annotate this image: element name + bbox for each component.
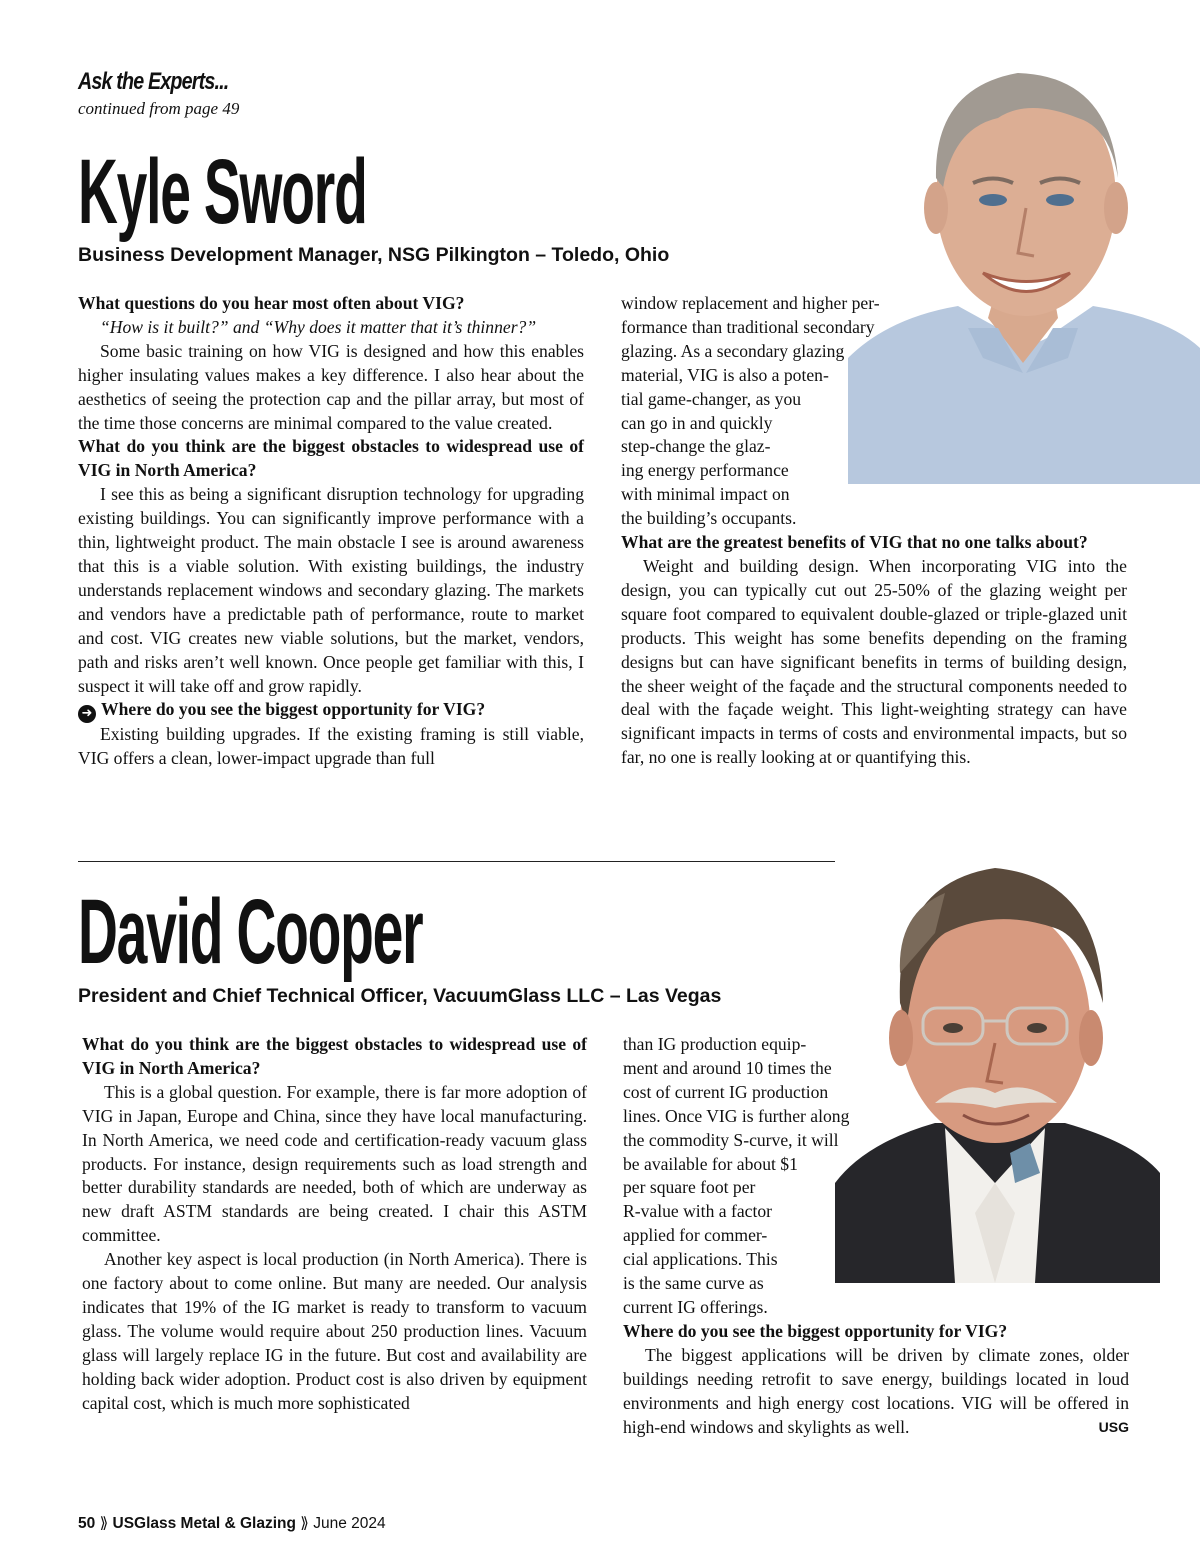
footer-separator: ⟫ [300, 1515, 309, 1532]
wrap-line: lines. Once VIG is further along [623, 1105, 850, 1126]
wrap-line: applied for commer- [623, 1225, 768, 1246]
column-cooper-left [82, 1033, 587, 1416]
wrap-line: ing energy performance [621, 460, 789, 481]
section-kicker: Ask the Experts... [78, 68, 229, 95]
wrap-line: than IG production equip- [623, 1034, 807, 1054]
wrap-line: can go in and quickly [621, 412, 773, 433]
page-number: 50 [78, 1515, 96, 1532]
wrap-line: cost of current IG production [623, 1081, 829, 1102]
magazine-name: USGlass Metal & Glazing [112, 1515, 296, 1532]
question: What do you think are the biggest obstacles to widespread use of VIG in North America? [78, 436, 584, 481]
answer: Existing building upgrades. If the existing framing is still viable, VIG offers a clean, lower-impact upgrade than full [78, 724, 584, 769]
answer: Some basic training on how VIG is designed and how this enables higher insulating values makes a key difference. I also hear about the aesthetics of seeing the protection cap and the pillar array, but most of the time those concerns are minimal compared to the value created. [78, 340, 584, 433]
question: What questions do you hear most often about VIG? [78, 293, 465, 313]
question [78, 698, 584, 723]
expert-name-cooper: David Cooper [78, 881, 423, 983]
continued-note: continued from page 49 [78, 99, 240, 118]
wrap-line: ment and around 10 times the [623, 1057, 832, 1078]
question: What do you think are the biggest obstacles to widespread use of VIG in North America? [82, 1034, 587, 1078]
question: Where do you see the biggest opportunity for VIG? [623, 1320, 1008, 1341]
wrap-line: current IG offerings. [623, 1296, 768, 1317]
wrap-line: tial game-changer, as you [621, 388, 802, 409]
column-cooper-right [623, 1033, 1129, 1439]
wrap-line: formance than traditional secondary [621, 316, 875, 337]
column-sword-right [621, 292, 1127, 770]
arrow-right-icon: ➜ [78, 705, 96, 723]
wrap-line: the building’s occupants. [621, 508, 797, 529]
wrap-line: with minimal impact on [621, 484, 790, 505]
column-sword-left [78, 292, 584, 771]
answer: I see this as being a significant disruption technology for upgrading existing buildings. You can significantly improve performance with a thin, lightweight product. The main obstacle I see is around awareness that this is a viable solution. With existing buildings, the industry understands replacement windows and secondary glazing. The markets and vendors have a predictable path of performance, route to market and cost. VIG creates new viable solutions, but the market, vendors, path and risks aren’t well known. Once people get familiar with this, I suspect it will take off and grow rapidly. [78, 484, 584, 696]
page-footer [78, 1514, 386, 1533]
expert-role-sword: Business Development Manager, NSG Pilkington – Toledo, Ohio [78, 244, 670, 266]
wrap-line: per square foot per [623, 1177, 756, 1198]
end-mark: USG [1098, 1418, 1129, 1435]
wrap-line: the commodity S-curve, it will [623, 1129, 839, 1150]
issue-date: June 2024 [313, 1515, 386, 1532]
answer-text: The biggest applications will be driven by climate zones, older buildings needing retrofit to save energy, buildings located in loud environments and high energy cost locations. VIG will be offered in high-end windows and skylights as well. [623, 1344, 1129, 1437]
answer: Weight and building design. When incorporating VIG into the design, you can typically cut out 25-50% of the glazing weight per square foot compared to equivalent double-glazed or triple-glazed unit products. This weight has some benefits depending on the framing designs but can have significant benefits in terms of building design, the sheer weight of the façade and the structural components needed to deal with the façade weight. This light-weighting strategy can have significant impacts in terms of costs and environmental impacts, but so far, no one is really looking at or quantifying this. [621, 555, 1127, 768]
wrap-line: material, VIG is also a poten- [621, 364, 829, 385]
expert-role-cooper: President and Chief Technical Officer, VacuumGlass LLC – Las Vegas [78, 985, 722, 1007]
answer [623, 1344, 1129, 1440]
answer: This is a global question. For example, there is far more adoption of VIG in Japan, Europe and China, since they have local manufacturing. In North America, we need code and certification-ready vacuum glass products. For instance, design requirements such as load strength and better durability standards are needed, both of which are underway as new draft ASTM standards are being created. I chair this ASTM committee. [82, 1081, 587, 1246]
answer: “How is it built?” and “Why does it matter that it’s thinner?” [100, 316, 537, 337]
wrap-line: be available for about $1 [623, 1153, 798, 1174]
question-text: Where do you see the biggest opportunity for VIG? [101, 699, 486, 720]
wrap-line: R-value with a factor [623, 1201, 772, 1222]
question: What are the greatest benefits of VIG that no one talks about? [621, 532, 1088, 553]
wrap-line: window replacement and higher per- [621, 293, 880, 313]
section-divider [78, 861, 928, 862]
wrap-line: step-change the glaz- [621, 436, 771, 457]
wrap-line: cial applications. This [623, 1249, 778, 1270]
wrap-line: is the same curve as [623, 1273, 764, 1294]
answer: Another key aspect is local production (in North America). There is one factory about to come online. But many are needed. Our analysis indicates that 19% of the IG market is ready to transform to vacuum glass. The volume would require about 250 production lines. Vacuum glass will largely replace IG in the future. But cost and availability are holding back wider adoption. Product cost is also driven by equipment capital cost, which is much more sophisticated [82, 1249, 587, 1413]
footer-separator: ⟫ [99, 1515, 109, 1532]
wrap-line: glazing. As a secondary glazing [621, 340, 845, 361]
expert-name-sword: Kyle Sword [78, 141, 367, 243]
